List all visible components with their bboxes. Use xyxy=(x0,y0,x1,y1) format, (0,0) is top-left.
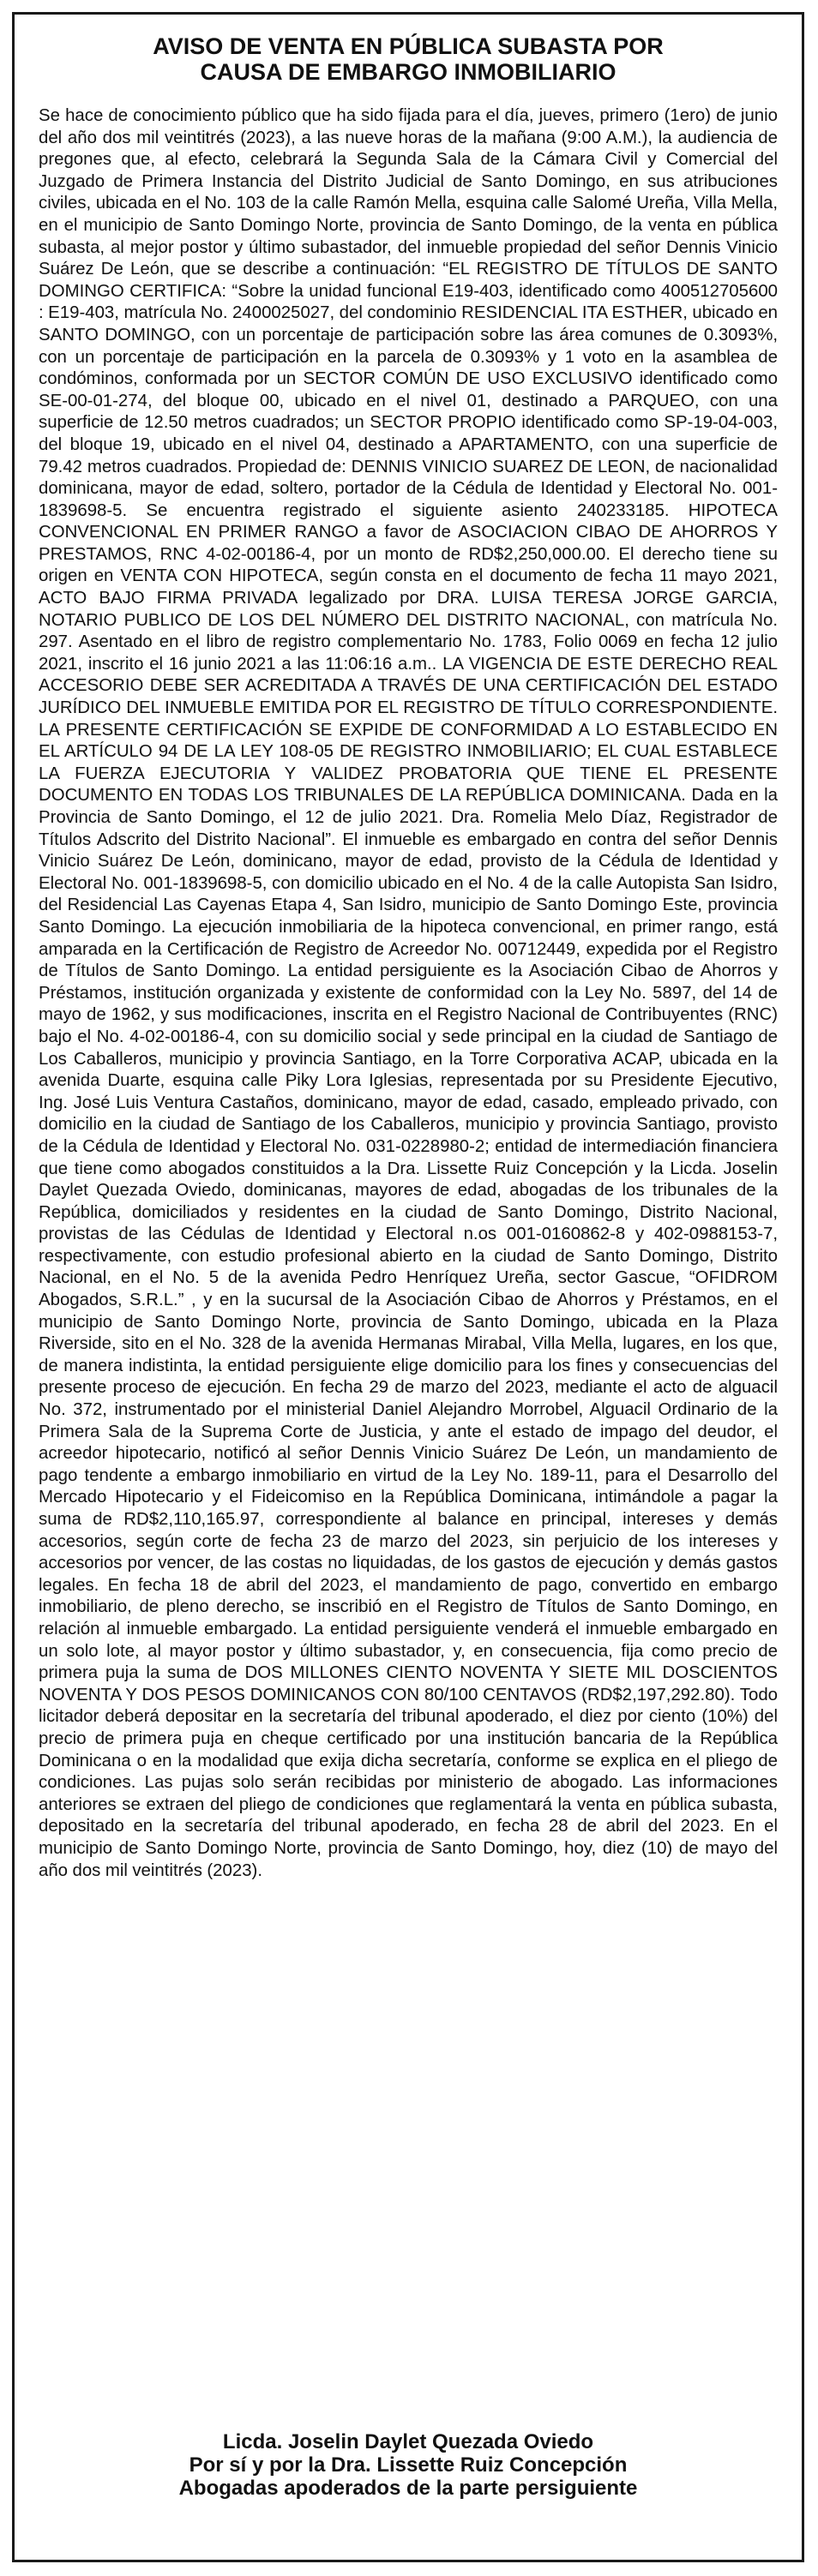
signature-on-behalf: Por sí y por la Dra. Lissette Ruiz Concepción xyxy=(189,2453,628,2477)
legal-notice xyxy=(12,12,804,2562)
notice-body: Se hace de conocimiento público que ha sido fijada para el día, jueves, primero (1ero) de junio del año dos mil veintitrés (2023), a las nueve horas de la mañana (9:00 A.M.), la audiencia de pregones que, al efecto, celebrará la Segunda Sala de la Cámara Civil y Comercial del Juzgado de Primera Instancia del Distrito Judicial de Santo Domingo, en sus atribuciones civiles, ubicada en el No. 103 de la calle Ramón Mella, esquina calle Salomé Ureña, Villa Mella, en el municipio de Santo Domingo Norte, provincia de Santo Domingo, de la venta en pública subasta, al mejor postor y último subastador, del inmueble propiedad del señor Dennis Vinicio Suárez De León, que se describe a continuación: “EL REGISTRO DE TÍTULOS DE SANTO DOMINGO CERTIFICA: “Sobre la unidad funcional E19-403, identificado como 400512705600 : E19-403, matrícula No. 2400025027, del condominio RESIDENCIAL ITA ESTHER, ubicado en SANTO DOMINGO, con un porcentaje de participación sobre las área comunes de 0.3093%, con un porcentaje de participación en la parcela de 0.3093% y 1 voto en la asamblea de condóminos, conformada por un SECTOR COMÚN DE USO EXCLUSIVO identificado como SE-00-01-274, del bloque 00, ubicado en el nivel 01, destinado a PARQUEO, con una superficie de 12.50 metros cuadrados; un SECTOR PROPIO identificado como SP-19-04-003, del bloque 19, ubicado en el nivel 04, destinado a APARTAMENTO, con una superficie de 79.42 metros cuadrados. Propiedad de: DENNIS VINICIO SUAREZ DE LEON, de nacionalidad dominicana, mayor de edad, soltero, portador de la Cédula de Identidad y Electoral No. 001-1839698-5. Se encuentra registrado el siguiente asiento 240233185. HIPOTECA CONVENCIONAL EN PRIMER RANGO a favor de ASOCIACION CIBAO DE AHORROS Y PRESTAMOS, RNC 4-02-00186-4, por un monto de RD$2,250,000.00. El derecho tiene su origen en VENTA CON HIPOTECA, según consta en el documento de fecha 11 mayo 2021, ACTO BAJO FIRMA PRIVADA legalizado por DRA. LUISA TERESA JORGE GARCIA, NOTARIO PUBLICO DE LOS DEL NÚMERO DEL DISTRITO NACIONAL, con matrícula No. 297. Asentado en el libro de registro complementario No. 1783, Folio 0069 en fecha 12 julio 2021, inscrito el 16 junio 2021 a las 11:06:16 a.m.. LA VIGENCIA DE ESTE DERECHO REAL ACCESORIO DEBE SER ACREDITADA A TRAVÉS DE UNA CERTIFICACIÓN DEL ESTADO JURÍDICO DEL INMUEBLE EMITIDA POR EL REGISTRO DE TÍTULO CORRESPONDIENTE. LA PRESENTE CERTIFICACIÓN SE EXPIDE DE CONFORMIDAD A LO ESTABLECIDO EN EL ARTÍCULO 94 DE LA LEY 108-05 DE REGISTRO INMOBILIARIO; EL CUAL ESTABLECE LA FUERZA EJECUTORIA Y VALIDEZ PROBATORIA QUE TIENE EL PRESENTE DOCUMENTO EN TODAS LOS TRIBUNALES DE LA REPÚBLICA DOMINICANA. Dada en la Provincia de Santo Domingo, el 12 de julio 2021. Dra. Romelia Melo Díaz, Registrador de Títulos Adscrito del Distrito Nacional”. El inmueble es embargado en contra del señor Dennis Vinicio Suárez De León, dominicano, mayor de edad, provisto de la Cédula de Identidad y Electoral No. 001-1839698-5, con domicilio ubicado en el No. 4 de la calle Autopista San Isidro, del Residencial Las Cayenas Etapa 4, San Isidro, municipio de Santo Domingo Este, provincia Santo Domingo. La ejecución inmobiliaria de la hipoteca convencional, en primer rango, está amparada en la Certificación de Registro de Acreedor No. 00712449, expedida por el Registro de Títulos de Santo Domingo. La entidad persiguiente es la Asociación Cibao de Ahorros y Préstamos, institución organizada y existente de conformidad con la Ley No. 5897, del 14 de mayo de 1962, y sus modificaciones, inscrita en el Registro Nacional de Contribuyentes (RNC) bajo el No. 4-02-00186-4, con su domicilio social y sede principal en la ciudad de Santiago de Los Caballeros, municipio y provincia Santiago, en la Torre Corporativa ACAP, ubicada en la avenida Duarte, esquina calle Piky Lora Iglesias, representada por su Presidente Ejecutivo, Ing. José Luis Ventura Castaños, dominicano, mayor de edad, casado, empleado privado, con domicilio en la ciudad de Santiago de los Caballeros, municipio y provincia Santiago, provisto de la Cédula de Identidad y Electoral No. 031-0228980-2; entidad de intermediación financiera que tiene como abogados constituidos a la Dra. Lissette Ruiz Concepción y la Licda. Joselin Daylet Quezada Oviedo, dominicanas, mayores de edad, abogadas de los tribunales de la República, domiciliados y residentes en la ciudad de Santo Domingo, Distrito Nacional, provistas de las Cédulas de Identidad y Electoral n.os 001-0160862-8 y 402-0988153-7, respectivamente, con estudio profesional abierto en la ciudad de Santo Domingo, Distrito Nacional, en el No. 5 de la avenida Pedro Henríquez Ureña, sector Gascue, “OFIDROM Abogados, S.R.L.” , y en la sucursal de la Asociación Cibao de Ahorros y Préstamos, en el municipio de Santo Domingo Norte, provincia de Santo Domingo, ubicada en la Plaza Riverside, sito en el No. 328 de la avenida Hermanas Mirabal, Villa Mella, lugares, en los que, de manera indistinta, la entidad persiguiente elige domicilio para los fines y consecuencias del presente proceso de ejecución. En fecha 29 de marzo del 2023, mediante el acto de alguacil No. 372, instrumentado por el ministerial Daniel Alejandro Morrobel, Alguacil Ordinario de la Primera Sala de la Suprema Corte de Justicia, y ante el estado de impago del deudor, el acreedor hipotecario, notificó al señor Dennis Vinicio Suárez De León, un mandamiento de pago tendente a embargo inmobiliario en virtud de la Ley No. 189-11, para el Desarrollo del Mercado Hipotecario y el Fideicomiso en la República Dominicana, intimándole a pagar la suma de RD$2,110,165.97, correspondiente al balance en principal, intereses y demás accesorios, según corte de fecha 23 de marzo del 2023, sin perjuicio de los intereses y accesorios por vencer, de las costas no liquidadas, de los gastos de ejecución y demás gastos legales. En fecha 18 de abril del 2023, el mandamiento de pago, convertido en embargo inmobiliario, de pleno derecho, se inscribió en el Registro de Títulos de Santo Domingo, en relación al inmueble embargado. La entidad persiguiente venderá el inmueble embargado en un solo lote, al mayor postor y último subastador, y, en consecuencia, fija como precio de primera puja la suma de DOS MILLONES CIENTO NOVENTA Y SIETE MIL DOSCIENTOS NOVENTA Y DOS PESOS DOMINICANOS CON 80/100 CENTAVOS (RD$2,197,292.80). Todo licitador deberá depositar en la secretaría del tribunal apoderado, el diez por ciento (10%) del precio de primera puja en cheque certificado por una institución bancaria de la República Dominicana o en la modalidad que exija dicha secretaría, conforme se explica en el pliego de condiciones. Las pujas solo serán recibidas por ministerio de abogado. Las informaciones anteriores se extraen del pliego de condiciones que reglamentará la venta en pública subasta, depositado en la secretaría del tribunal apoderado, en fecha 28 de abril del 2023. En el municipio de Santo Domingo Norte, provincia de Santo Domingo, hoy, diez (10) de mayo del año dos mil veintitrés (2023). xyxy=(39,106,778,1880)
signature-name: Licda. Joselin Daylet Quezada Oviedo xyxy=(222,2430,594,2453)
notice-title xyxy=(39,33,778,85)
signature-role: Abogadas apoderados de la parte persiguiente xyxy=(178,2477,638,2500)
signature-block xyxy=(39,2430,778,2500)
notice-title-line-1: AVISO DE VENTA EN PÚBLICA SUBASTA POR xyxy=(153,33,664,59)
notice-title-line-2: CAUSA DE EMBARGO INMOBILIARIO xyxy=(200,59,617,85)
